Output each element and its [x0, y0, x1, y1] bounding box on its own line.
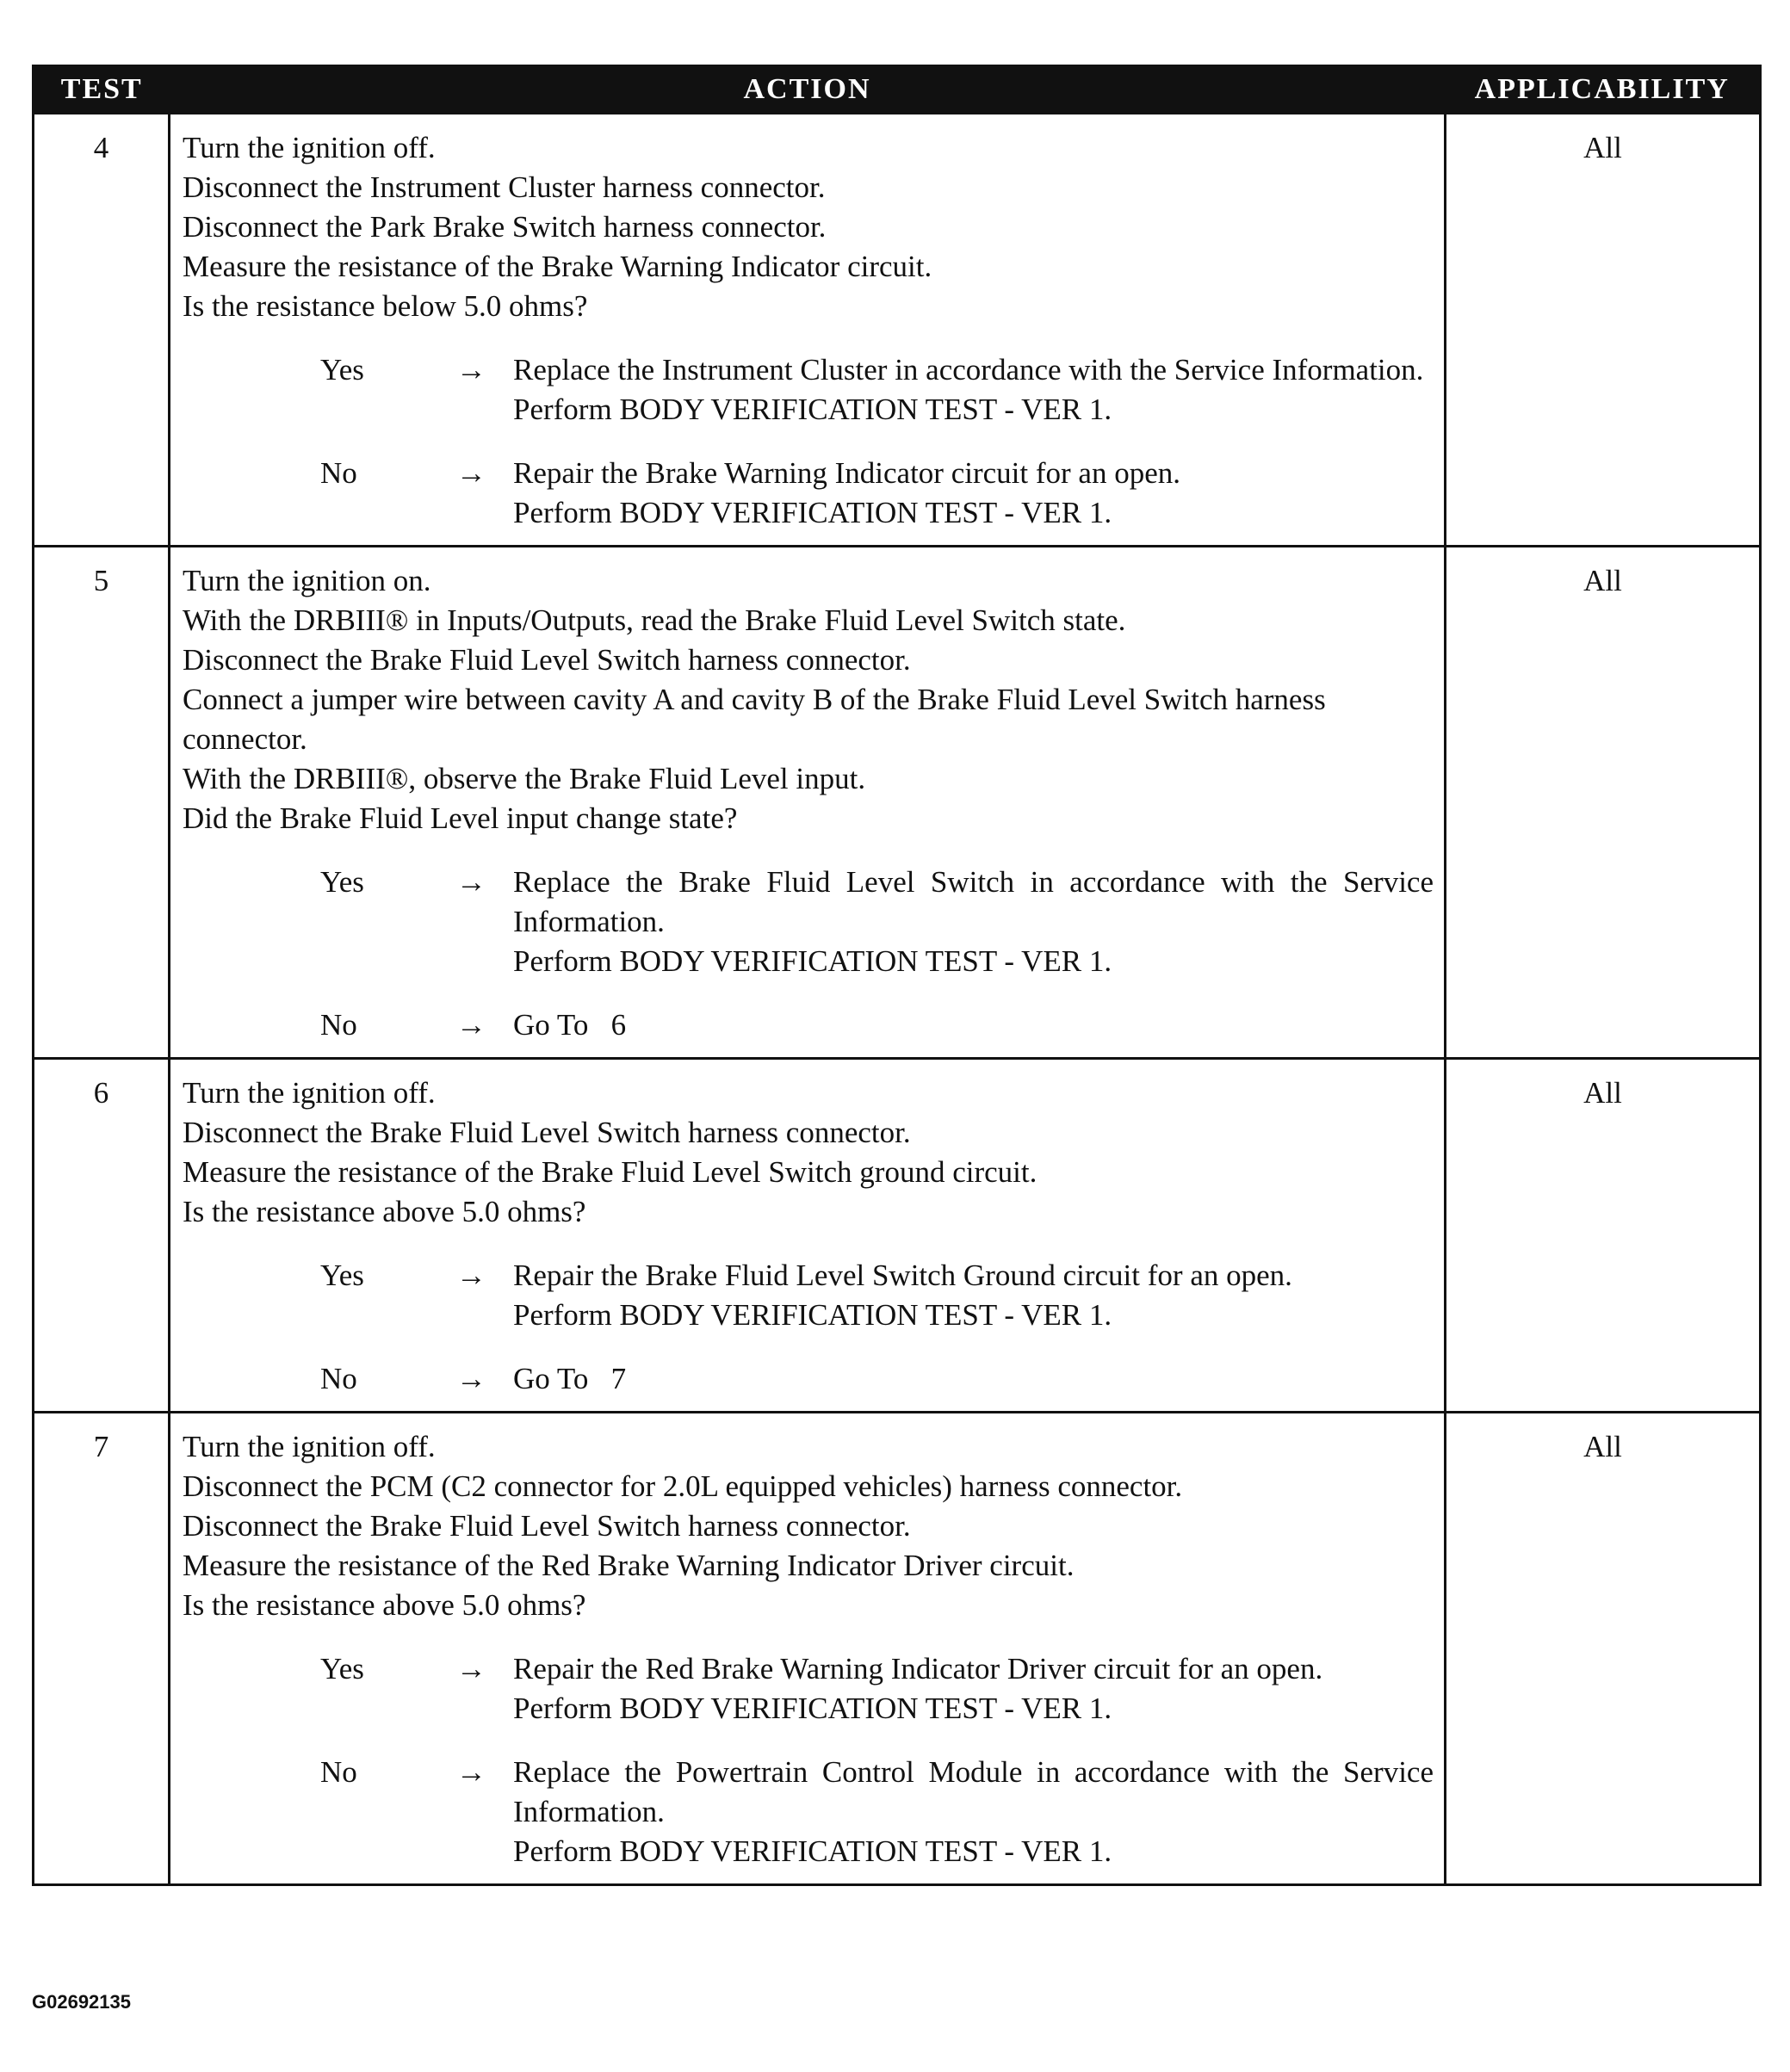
no-text: [513, 1753, 1434, 1871]
action-cell: [170, 114, 1446, 547]
action-cell: [170, 1059, 1446, 1413]
yes-line: Perform BODY VERIFICATION TEST - VER 1.: [513, 1692, 1112, 1725]
yes-text: [513, 1256, 1434, 1335]
no-line: Replace the Powertrain Control Module in accordance with the Service Information.: [513, 1755, 1434, 1828]
yes-result: [183, 1649, 1434, 1729]
test-row: [34, 1059, 1761, 1413]
yes-line: Perform BODY VERIFICATION TEST - VER 1.: [513, 1298, 1112, 1332]
yes-text: [513, 350, 1434, 430]
applicability-cell: All: [1446, 114, 1761, 547]
arrow-right-icon: →: [456, 1755, 486, 1789]
action-step: Disconnect the PCM (C2 connector for 2.0L equipped vehicles) harness connector.: [183, 1469, 1183, 1503]
test-number: 7: [34, 1413, 170, 1885]
no-text: [513, 1359, 1434, 1399]
no-line: Perform BODY VERIFICATION TEST - VER 1.: [513, 496, 1112, 529]
no-text: [513, 1005, 1434, 1045]
action-step: Turn the ignition off.: [183, 1430, 436, 1463]
test-number: 6: [34, 1059, 170, 1413]
go-to-link: Go To 7: [513, 1362, 627, 1395]
test-number: 5: [34, 547, 170, 1059]
test-row: [34, 1413, 1761, 1885]
action-step: Disconnect the Brake Fluid Level Switch harness connector.: [183, 1509, 911, 1543]
arrow-right-icon: →: [456, 1652, 486, 1685]
arrow-right-icon: →: [456, 1259, 486, 1292]
applicability-cell: All: [1446, 547, 1761, 1059]
action-step: Measure the resistance of the Brake Fluid Level Switch ground circuit.: [183, 1155, 1037, 1189]
action-step: Turn the ignition off.: [183, 131, 436, 164]
figure-id: G02692135: [32, 1991, 131, 2013]
arrow-right-icon: →: [456, 456, 486, 490]
action-cell: [170, 547, 1446, 1059]
header-test: TEST: [34, 66, 170, 114]
no-result: [183, 1005, 1434, 1045]
action-step: Disconnect the Instrument Cluster harness connector.: [183, 170, 826, 204]
test-row: [34, 547, 1761, 1059]
yes-label: Yes: [320, 353, 364, 387]
action-step: Turn the ignition on.: [183, 564, 431, 597]
yes-line: Replace the Brake Fluid Level Switch in accordance with the Service Information.: [513, 865, 1434, 938]
applicability-cell: All: [1446, 1413, 1761, 1885]
action-step: Is the resistance below 5.0 ohms?: [183, 289, 588, 323]
diagnostic-test-table: [32, 65, 1762, 1886]
action-step: With the DRBIII® in Inputs/Outputs, read the Brake Fluid Level Switch state.: [183, 603, 1126, 637]
action-step: Measure the resistance of the Brake Warning Indicator circuit.: [183, 250, 932, 283]
yes-label: Yes: [320, 1259, 364, 1292]
action-step: Disconnect the Park Brake Switch harness connector.: [183, 210, 827, 244]
yes-result: [183, 1256, 1434, 1335]
header-applicability: APPLICABILITY: [1446, 66, 1761, 114]
yes-text: [513, 1649, 1434, 1729]
yes-label: Yes: [320, 865, 364, 899]
yes-line: Replace the Instrument Cluster in accordance with the Service Information.: [513, 353, 1424, 387]
yes-result: [183, 863, 1434, 981]
action-step: Disconnect the Brake Fluid Level Switch harness connector.: [183, 643, 911, 677]
action-step: Connect a jumper wire between cavity A and cavity B of the Brake Fluid Level Switch harness connector.: [183, 683, 1326, 756]
no-label: No: [320, 1755, 357, 1789]
yes-result: [183, 350, 1434, 430]
yes-line: Repair the Brake Fluid Level Switch Ground circuit for an open.: [513, 1259, 1292, 1292]
header-row: [34, 66, 1761, 114]
no-result: [183, 454, 1434, 533]
no-label: No: [320, 1008, 357, 1042]
header-action: ACTION: [170, 66, 1446, 114]
test-row: [34, 114, 1761, 547]
arrow-right-icon: →: [456, 865, 486, 899]
action-step: Did the Brake Fluid Level input change state?: [183, 801, 738, 835]
yes-line: Repair the Red Brake Warning Indicator Driver circuit for an open.: [513, 1652, 1323, 1685]
no-result: [183, 1753, 1434, 1871]
yes-text: [513, 863, 1434, 981]
go-to-link: Go To 6: [513, 1008, 627, 1042]
applicability-cell: All: [1446, 1059, 1761, 1413]
arrow-right-icon: →: [456, 1008, 486, 1042]
yes-label: Yes: [320, 1652, 364, 1685]
test-number: 4: [34, 114, 170, 547]
no-line: Repair the Brake Warning Indicator circuit for an open.: [513, 456, 1180, 490]
yes-line: Perform BODY VERIFICATION TEST - VER 1.: [513, 944, 1112, 978]
no-label: No: [320, 456, 357, 490]
yes-line: Perform BODY VERIFICATION TEST - VER 1.: [513, 393, 1112, 426]
action-cell: [170, 1413, 1446, 1885]
action-step: Is the resistance above 5.0 ohms?: [183, 1588, 586, 1622]
arrow-right-icon: →: [456, 353, 486, 387]
action-step: Measure the resistance of the Red Brake Warning Indicator Driver circuit.: [183, 1549, 1075, 1582]
no-text: [513, 454, 1434, 533]
arrow-right-icon: →: [456, 1362, 486, 1395]
action-step: Turn the ignition off.: [183, 1076, 436, 1110]
action-step: Is the resistance above 5.0 ohms?: [183, 1195, 586, 1228]
action-step: With the DRBIII®, observe the Brake Fluid Level input.: [183, 762, 866, 795]
no-result: [183, 1359, 1434, 1399]
action-step: Disconnect the Brake Fluid Level Switch harness connector.: [183, 1116, 911, 1149]
no-line: Perform BODY VERIFICATION TEST - VER 1.: [513, 1834, 1112, 1868]
no-label: No: [320, 1362, 357, 1395]
